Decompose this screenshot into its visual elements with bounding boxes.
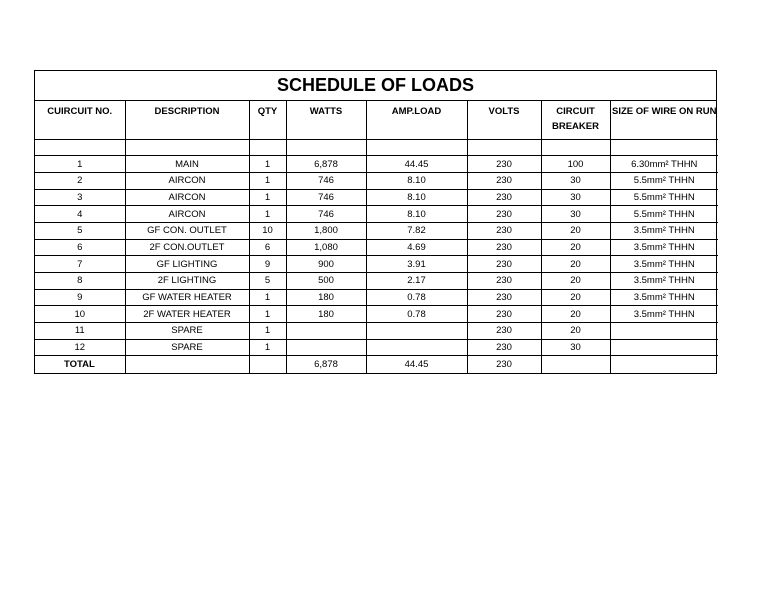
cell-qty: 5 — [249, 273, 286, 290]
cell-circuit: 12 — [35, 339, 125, 356]
cell-circuit: 1 — [35, 156, 125, 173]
cell-amp: 44.45 — [366, 156, 467, 173]
cell-wire: 3.5mm² THHN — [610, 306, 718, 323]
cell-breaker: 20 — [541, 239, 610, 256]
cell-description: AIRCON — [125, 172, 249, 189]
column-header-description: DESCRIPTION — [125, 101, 249, 139]
cell-circuit: 3 — [35, 189, 125, 206]
table-row — [35, 172, 718, 189]
empty-row — [35, 139, 718, 156]
schedule-of-loads-sheet — [34, 70, 717, 374]
cell-wire: 5.5mm² THHN — [610, 206, 718, 223]
table-row — [35, 306, 718, 323]
cell-breaker: 100 — [541, 156, 610, 173]
cell-volts: 230 — [467, 339, 541, 356]
cell-qty: 1 — [249, 323, 286, 340]
cell-circuit: 9 — [35, 289, 125, 306]
column-header-amp-load: AMP.LOAD — [366, 101, 467, 139]
column-header-wire-size: SIZE OF WIRE ON RUN — [610, 101, 718, 139]
cell-breaker: 20 — [541, 323, 610, 340]
loads-table — [35, 101, 718, 373]
cell-wire: 3.5mm² THHN — [610, 239, 718, 256]
cell-qty — [249, 356, 286, 373]
cell-amp: 8.10 — [366, 189, 467, 206]
cell-qty: 6 — [249, 239, 286, 256]
cell-watts: 6,878 — [286, 156, 366, 173]
cell-breaker: 20 — [541, 222, 610, 239]
cell-qty: 1 — [249, 189, 286, 206]
total-watts: 6,878 — [286, 356, 366, 373]
cell-circuit: 4 — [35, 206, 125, 223]
cell-breaker: 20 — [541, 289, 610, 306]
cell-volts: 230 — [467, 239, 541, 256]
cell-wire: 3.5mm² THHN — [610, 222, 718, 239]
cell-qty: 1 — [249, 306, 286, 323]
cell-watts: 180 — [286, 306, 366, 323]
cell-volts: 230 — [467, 306, 541, 323]
cell-amp: 0.78 — [366, 306, 467, 323]
cell-volts: 230 — [467, 256, 541, 273]
header-row — [35, 101, 718, 139]
cell-watts: 746 — [286, 172, 366, 189]
page-title: SCHEDULE OF LOADS — [35, 71, 716, 101]
cell-circuit: 6 — [35, 239, 125, 256]
cell-breaker: 30 — [541, 206, 610, 223]
table-row — [35, 289, 718, 306]
cell-volts: 230 — [467, 222, 541, 239]
cell-description: 2F CON.OUTLET — [125, 239, 249, 256]
cell-amp: 2.17 — [366, 273, 467, 290]
cell-qty: 1 — [249, 156, 286, 173]
cell-wire — [610, 339, 718, 356]
cell-description: GF LIGHTING — [125, 256, 249, 273]
column-header-volts: VOLTS — [467, 101, 541, 139]
cell-qty: 9 — [249, 256, 286, 273]
cell-description: MAIN — [125, 156, 249, 173]
cell-description: SPARE — [125, 323, 249, 340]
cell-qty: 1 — [249, 339, 286, 356]
cell-amp: 3.91 — [366, 256, 467, 273]
cell-circuit: 11 — [35, 323, 125, 340]
cell-breaker: 20 — [541, 273, 610, 290]
cell-description: 2F WATER HEATER — [125, 306, 249, 323]
total-label: TOTAL — [35, 356, 125, 373]
cell-wire: 5.5mm² THHN — [610, 172, 718, 189]
cell-watts: 1,800 — [286, 222, 366, 239]
cell-watts: 900 — [286, 256, 366, 273]
cell-breaker: 30 — [541, 172, 610, 189]
cell-wire: 3.5mm² THHN — [610, 273, 718, 290]
cell-wire: 6.30mm² THHN — [610, 156, 718, 173]
table-row — [35, 256, 718, 273]
cell-volts: 230 — [467, 156, 541, 173]
cell-amp: 0.78 — [366, 289, 467, 306]
cell-watts: 1,080 — [286, 239, 366, 256]
cell-description: 2F LIGHTING — [125, 273, 249, 290]
cell-description: GF CON. OUTLET — [125, 222, 249, 239]
table-row — [35, 206, 718, 223]
cell-circuit: 10 — [35, 306, 125, 323]
cell-watts: 500 — [286, 273, 366, 290]
cell-amp — [366, 339, 467, 356]
column-header-qty: QTY — [249, 101, 286, 139]
cell-volts: 230 — [467, 206, 541, 223]
cell-circuit: 5 — [35, 222, 125, 239]
cell-qty: 10 — [249, 222, 286, 239]
cell-breaker — [541, 356, 610, 373]
table-row — [35, 156, 718, 173]
cell-watts — [286, 323, 366, 340]
column-header-watts: WATTS — [286, 101, 366, 139]
cell-amp — [366, 323, 467, 340]
cell-circuit: 8 — [35, 273, 125, 290]
cell-amp: 8.10 — [366, 172, 467, 189]
cell-volts: 230 — [467, 189, 541, 206]
total-row — [35, 356, 718, 373]
total-volts: 230 — [467, 356, 541, 373]
cell-breaker: 30 — [541, 189, 610, 206]
cell-description: AIRCON — [125, 206, 249, 223]
cell-watts: 746 — [286, 189, 366, 206]
cell-wire — [610, 356, 718, 373]
cell-qty: 1 — [249, 206, 286, 223]
cell-description: GF WATER HEATER — [125, 289, 249, 306]
cell-volts: 230 — [467, 172, 541, 189]
cell-circuit: 2 — [35, 172, 125, 189]
cell-wire: 3.5mm² THHN — [610, 256, 718, 273]
cell-volts: 230 — [467, 273, 541, 290]
cell-amp: 7.82 — [366, 222, 467, 239]
table-row — [35, 273, 718, 290]
table-row — [35, 323, 718, 340]
cell-volts: 230 — [467, 323, 541, 340]
cell-volts: 230 — [467, 289, 541, 306]
cell-circuit: 7 — [35, 256, 125, 273]
cell-breaker: 20 — [541, 256, 610, 273]
cell-wire — [610, 323, 718, 340]
cell-description: AIRCON — [125, 189, 249, 206]
column-header-circuit-breaker: CIRCUIT BREAKER — [541, 101, 610, 139]
cell-qty: 1 — [249, 172, 286, 189]
cell-qty: 1 — [249, 289, 286, 306]
cell-wire: 3.5mm² THHN — [610, 289, 718, 306]
cell-amp: 4.69 — [366, 239, 467, 256]
total-amp: 44.45 — [366, 356, 467, 373]
cell-wire: 5.5mm² THHN — [610, 189, 718, 206]
column-header-circuit-no: CUIRCUIT NO. — [35, 101, 125, 139]
table-row — [35, 222, 718, 239]
cell-description: SPARE — [125, 339, 249, 356]
cell-breaker: 20 — [541, 306, 610, 323]
cell-amp: 8.10 — [366, 206, 467, 223]
cell-description — [125, 356, 249, 373]
table-row — [35, 339, 718, 356]
cell-watts — [286, 339, 366, 356]
cell-watts: 180 — [286, 289, 366, 306]
table-row — [35, 189, 718, 206]
cell-breaker: 30 — [541, 339, 610, 356]
cell-watts: 746 — [286, 206, 366, 223]
table-row — [35, 239, 718, 256]
